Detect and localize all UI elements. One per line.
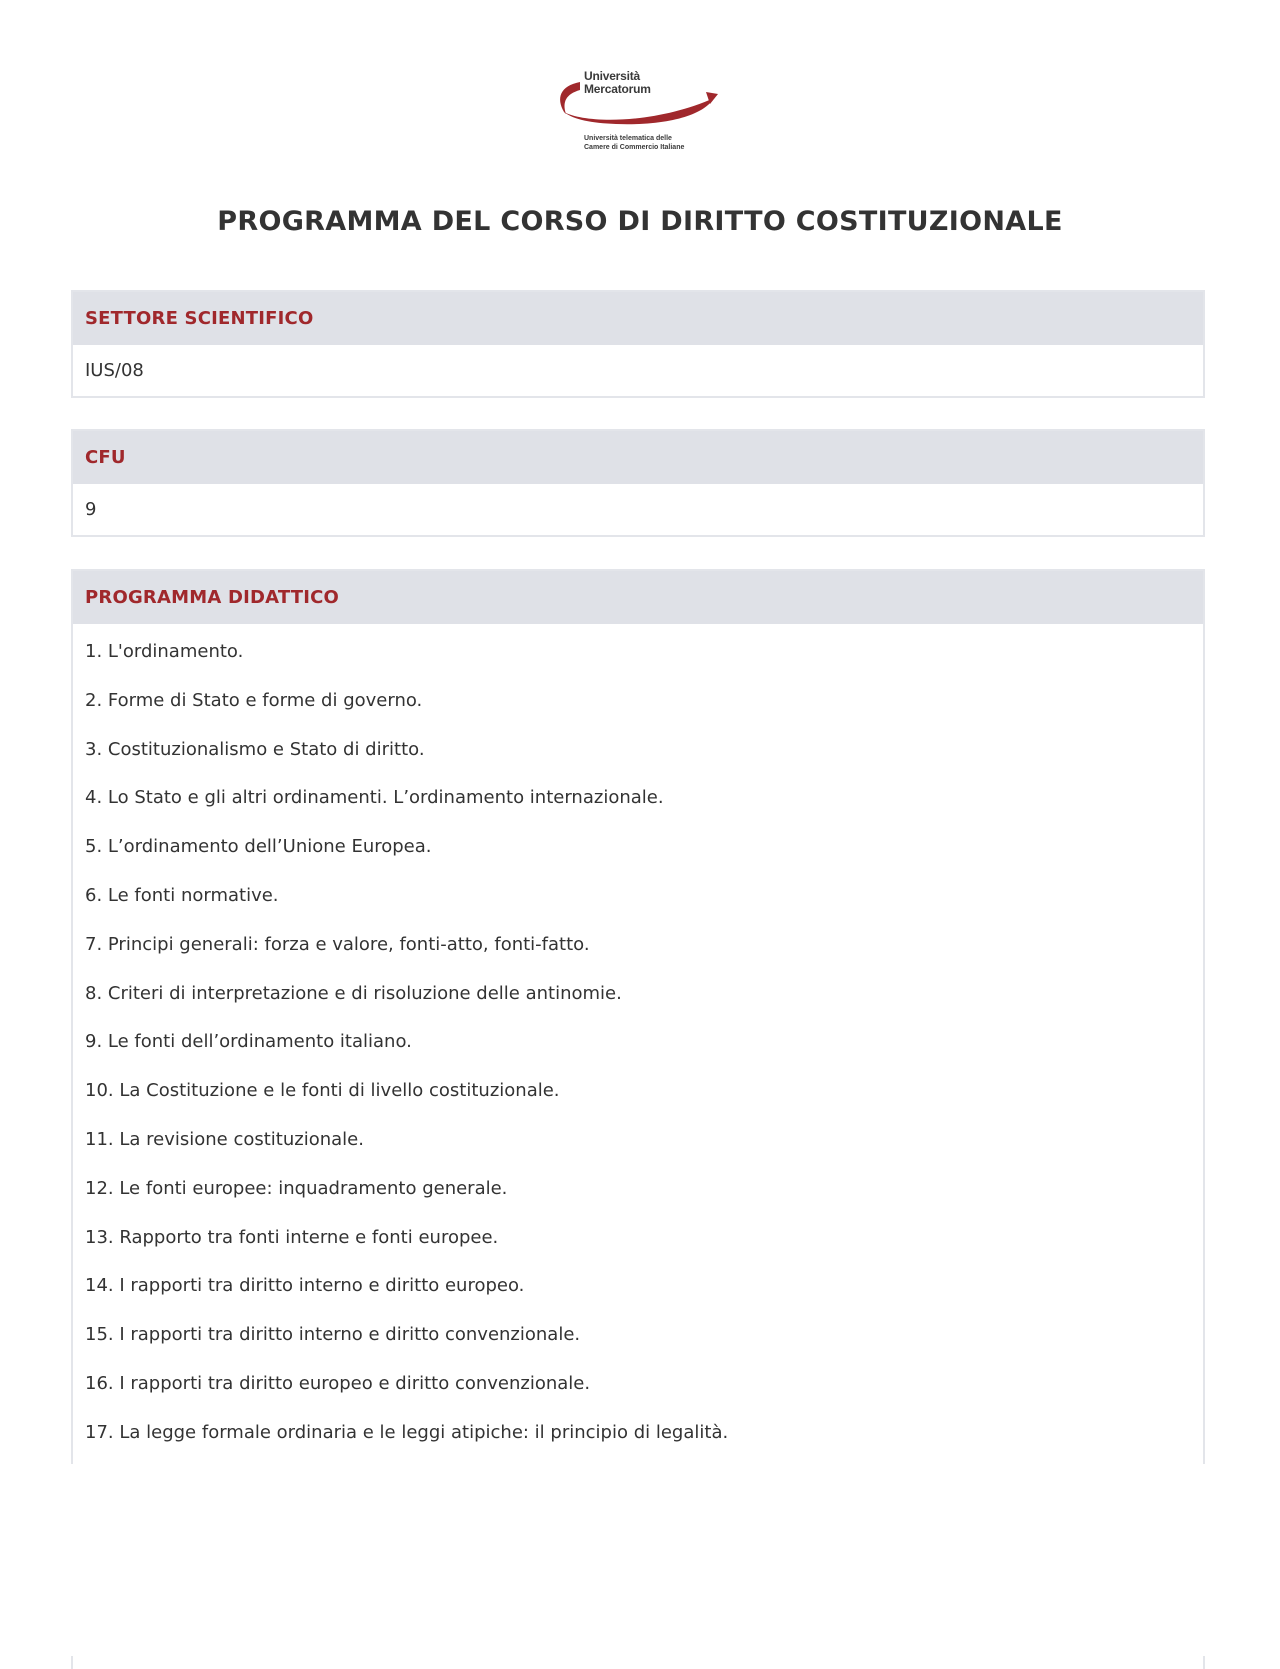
program-item: 10. La Costituzione e le fonti di livello costituzionale. — [85, 1080, 560, 1102]
program-item: 3. Costituzionalismo e Stato di diritto. — [85, 738, 425, 760]
page-title: PROGRAMMA DEL CORSO DI DIRITTO COSTITUZIONALE — [217, 206, 1063, 237]
program-item: 13. Rapporto tra fonti interne e fonti europee. — [85, 1226, 499, 1248]
program-item: 15. I rapporti tra diritto interno e diritto convenzionale. — [85, 1324, 581, 1346]
section-header-settore: SETTORE SCIENTIFICO — [73, 292, 1203, 345]
program-item: 17. La legge formale ordinaria e le leggi atipiche: il principio di legalità. — [85, 1421, 729, 1443]
section-settore-scientifico — [71, 290, 1205, 398]
program-item: 5. L’ordinamento dell’Unione Europea. — [85, 836, 432, 858]
logo-subtitle-line2: Camere di Commercio Italiane — [584, 144, 685, 151]
section-header-cfu: CFU — [73, 431, 1203, 484]
program-item: 8. Criteri di interpretazione e di risoluzione delle antinomie. — [85, 982, 622, 1004]
program-item: 4. Lo Stato e gli altri ordinamenti. L’ordinamento internazionale. — [85, 787, 664, 809]
program-item: 9. Le fonti dell’ordinamento italiano. — [85, 1031, 412, 1053]
logo-name-line1: Università — [584, 69, 641, 83]
section-cfu — [71, 429, 1205, 537]
program-item: 11. La revisione costituzionale. — [85, 1128, 364, 1150]
university-logo — [556, 68, 726, 158]
logo-name-line2: Mercatorum — [584, 82, 651, 96]
page-bottom-margin — [0, 1464, 1280, 1656]
program-item: 14. I rapporti tra diritto interno e diritto europeo. — [85, 1275, 525, 1297]
program-list — [73, 624, 1203, 1458]
program-item: 16. I rapporti tra diritto europeo e diritto convenzionale. — [85, 1372, 591, 1394]
program-item: 12. Le fonti europee: inquadramento generale. — [85, 1177, 508, 1199]
section-value-cfu: 9 — [85, 499, 97, 520]
program-item: 6. Le fonti normative. — [85, 884, 279, 906]
logo-swoosh-icon — [556, 68, 726, 138]
logo-subtitle-line1: Università telematica delle — [584, 135, 672, 142]
program-item: 7. Principi generali: forza e valore, fonti-atto, fonti-fatto. — [85, 933, 590, 955]
section-header-programma: PROGRAMMA DIDATTICO — [73, 571, 1203, 624]
program-item: 1. L'ordinamento. — [85, 641, 244, 662]
program-item: 2. Forme di Stato e forme di governo. — [85, 689, 423, 711]
section-value-settore: IUS/08 — [85, 360, 144, 381]
